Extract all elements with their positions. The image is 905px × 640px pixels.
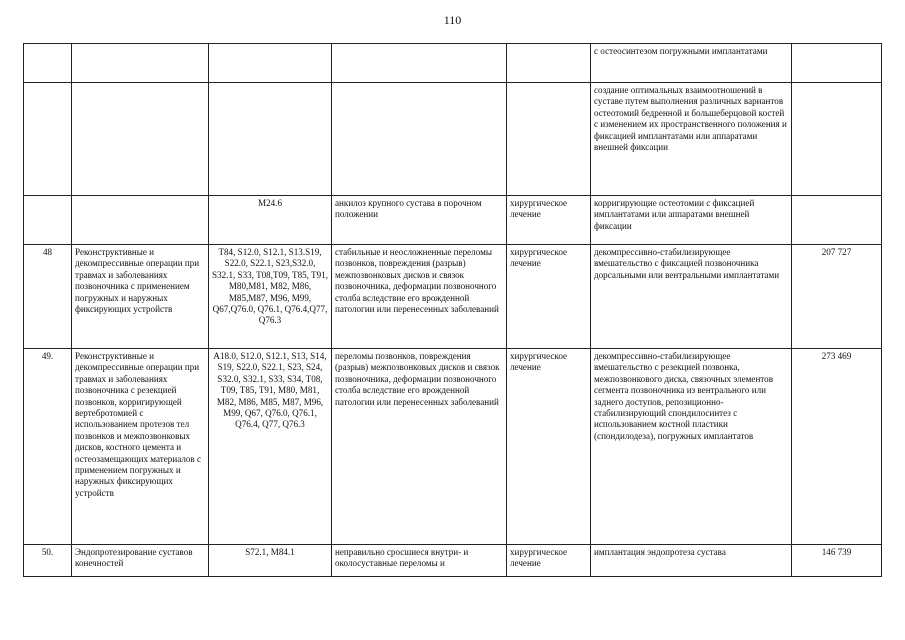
icd-codes: S72.1, M84.1	[209, 545, 332, 577]
cost	[792, 83, 882, 196]
table-row	[24, 44, 882, 83]
table-row	[24, 83, 882, 196]
care-type: Реконструктивные и декомпрессивные операции при травмах и заболеваниях позвоночника с резекцией позвонков, корригирующей вертебротомией с использованием протезов тел позвонков и межпозвонковых дисков, костного цемента и остеозамещающих материалов с применением погружных и наружных фиксирующих устройств	[72, 349, 209, 545]
icd-codes: M24.6	[209, 196, 332, 245]
patient-model: анкилоз крупного сустава в порочном положении	[332, 196, 507, 245]
medical-care-table	[23, 43, 882, 577]
care-type: Реконструктивные и декомпрессивные операции при травмах и заболеваниях позвоночника с применением погружных и наружных фиксирующих устройств	[72, 245, 209, 349]
treatment-method: с остеосинтезом погружными имплантатами	[591, 44, 792, 83]
page-number: 110	[443, 13, 462, 27]
patient-model: стабильные и неосложненные переломы позвонков, повреждения (разрыв) межпозвонковых дисков и связок позвоночника, деформации позвоночного столба вследствие его врожденной патологии или перенесенных заболеваний	[332, 245, 507, 349]
table-row	[24, 196, 882, 245]
icd-codes: T84, S12.0, S12.1, S13.S19, S22.0, S22.1, S23,S32.0, S32.1, S33, T08,T09, T85, T91, M80,M81, M82, M86, M85,M87, M96, M99, Q67,Q76.0, Q76.1, Q76.4,Q77, Q76.3	[209, 245, 332, 349]
treatment-type: хирургическое лечение	[507, 196, 591, 245]
patient-model: неправильно сросшиеся внутри- и околосуставные переломы и	[332, 545, 507, 577]
icd-codes: A18.0, S12.0, S12.1, S13, S14, S19, S22.0, S22.1, S23, S24, S32.0, S32.1, S33, S34, T08, T09, T85, T91, M80, M81, M82, M86, M85, M87, M96, M99, Q67, Q76.0, Q76.1, Q76.4, Q77, Q76.3	[209, 349, 332, 545]
patient-model	[332, 83, 507, 196]
row-number	[24, 44, 72, 83]
treatment-type: хирургическое лечение	[507, 245, 591, 349]
treatment-method: создание оптимальных взаимоотношений в суставе путем выполнения различных вариантов остеотомий бедренной и большеберцовой костей с изменением их пространственного положения и фиксацией имплантатами или аппаратами внешней фиксации	[591, 83, 792, 196]
table-row	[24, 545, 882, 577]
row-number	[24, 196, 72, 245]
cost	[792, 196, 882, 245]
row-number: 49.	[24, 349, 72, 545]
row-number: 50.	[24, 545, 72, 577]
care-type	[72, 44, 209, 83]
row-number: 48	[24, 245, 72, 349]
icd-codes	[209, 83, 332, 196]
treatment-method: декомпрессивно-стабилизирующее вмешательство с резекцией позвонка, межпозвонкового диска, связочных элементов сегмента позвоночника из вентрального или заднего доступов, репозиционно-стабилизирующий спондилосинтез с использованием костной пластики (спондилодеза), погружных имплантатов	[591, 349, 792, 545]
icd-codes	[209, 44, 332, 83]
patient-model	[332, 44, 507, 83]
treatment-method: корригирующие остеотомии с фиксацией имплантатами или аппаратами внешней фиксации	[591, 196, 792, 245]
care-type	[72, 83, 209, 196]
cost: 273 469	[792, 349, 882, 545]
treatment-method: имплантация эндопротеза сустава	[591, 545, 792, 577]
care-type: Эндопротезирование суставов конечностей	[72, 545, 209, 577]
cost: 207 727	[792, 245, 882, 349]
treatment-type: хирургическое лечение	[507, 349, 591, 545]
treatment-type	[507, 44, 591, 83]
patient-model: переломы позвонков, повреждения (разрыв) межпозвонковых дисков и связок позвоночника, деформации позвоночного столба вследствие его врожденной патологии или перенесенных заболеваний	[332, 349, 507, 545]
treatment-type: хирургическое лечение	[507, 545, 591, 577]
treatment-method: декомпрессивно-стабилизирующее вмешательство с фиксацией позвоночника дорсальными или вентральными имплантатами	[591, 245, 792, 349]
cost	[792, 44, 882, 83]
cost: 146 739	[792, 545, 882, 577]
table-row	[24, 245, 882, 349]
row-number	[24, 83, 72, 196]
table-row	[24, 349, 882, 545]
care-type	[72, 196, 209, 245]
treatment-type	[507, 83, 591, 196]
